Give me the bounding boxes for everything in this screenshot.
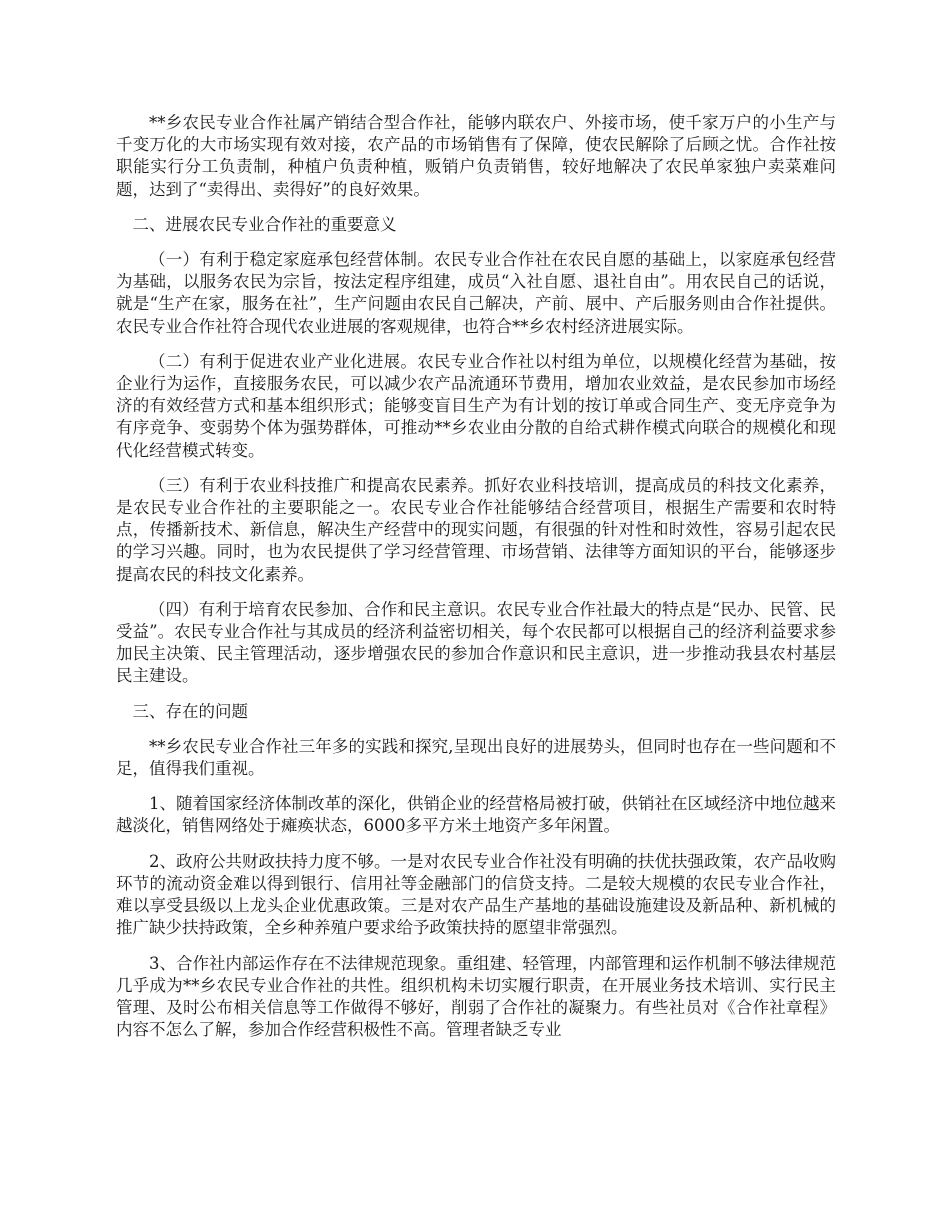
- paragraph-problem-3: 3、合作社内部运作存在不法律规范现象。重组建、轻管理，内部管理和运作机制不够法律规范几乎成为**乡农民专业合作社的共性。组织机构未切实履行职责，在开展业务技术培训、实行民主管理、及时公布相关信息等工作做得不够好，削弱了合作社的凝聚力。有些社员对《合作社章程》内容不怎么了解，参加合作经营积极性不高。管理者缺乏专业: [116, 953, 836, 1040]
- paragraph-problems-intro: **乡农民专业合作社三年多的实践和探究,呈现出良好的进展势头，但同时也存在一些问题和不足，值得我们重视。: [116, 736, 836, 779]
- paragraph-point-3: （三）有利于农业科技推广和提高农民素养。抓好农业科技培训，提高成员的科技文化素养，是农民专业合作社的主要职能之一。农民专业合作社能够结合经营项目，根据生产需要和农时特点，传播新技术、新信息，解决生产经营中的现实问题，有很强的针对性和时效性，容易引起农民的学习兴趣。同时，也为农民提供了学习经营管理、市场营销、法律等方面知识的平台，能够逐步提高农民的科技文化素养。: [116, 475, 836, 584]
- paragraph-point-4: （四）有利于培育农民参加、合作和民主意识。农民专业合作社最大的特点是“民办、民管、民受益”。农民专业合作社与其成员的经济利益密切相关，每个农民都可以根据自己的经济利益要求参加民主决策、民主管理活动，逐步增强农民的参加合作意识和民主意识，进一步推动我县农村基层民主建设。: [116, 599, 836, 686]
- paragraph-problem-1: 1、随着国家经济体制改革的深化，供销企业的经营格局被打破，供销社在区域经济中地位越来越淡化，销售网络处于瘫痪状态，6000多平方米土地资产多年闲置。: [116, 794, 836, 836]
- document-body: [116, 112, 836, 1054]
- paragraph-point-2: （二）有利于促进农业产业化进展。农民专业合作社以村组为单位，以规模化经营为基础，按企业行为运作，直接服务农民，可以减少农产品流通环节费用，增加农业效益，是农民参加市场经济的有效经营方式和基本组织形式；能够变盲目生产为有计划的按订单或合同生产、变无序竞争为有序竞争、变弱势个体为强势群体，可推动**乡农业由分散的自给式耕作模式向联合的规模化和现代化经营模式转变。: [116, 351, 836, 460]
- section-heading-significance: 二、进展农民专业合作社的重要意义: [132, 214, 397, 234]
- paragraph-intro: **乡农民专业合作社属产销结合型合作社，能够内联农户、外接市场，使千家万户的小生产与千变万化的大市场实现有效对接，农产品的市场销售有了保障，使农民解除了后顾之忧。合作社按职能实行分工负责制，种植户负责种植，贩销户负责销售，较好地解决了农民单家独户卖菜难问题，达到了“卖得出、卖得好”的良好效果。: [116, 113, 836, 199]
- paragraph-problem-2: 2、政府公共财政扶持力度不够。一是对农民专业合作社没有明确的扶优扶强政策，农产品收购环节的流动资金难以得到银行、信用社等金融部门的信贷支持。二是较大规模的农民专业合作社，难以享受县级以上龙头企业优惠政策。三是对农产品生产基地的基础设施建设及新品种、新机械的推广缺少扶持政策，全乡种养殖户要求给予政策扶持的愿望非常强烈。: [116, 851, 836, 938]
- paragraph-point-1: （一）有利于稳定家庭承包经营体制。农民专业合作社在农民自愿的基础上，以家庭承包经营为基础，以服务农民为宗旨，按法定程序组建，成员“入社自愿、退社自由”。用农民自己的话说，就是“生产在家，服务在社”，生产问题由农民自己解决，产前、展中、产后服务则由合作社提供。农民专业合作社符合现代农业进展的客观规律，也符合**乡农村经济进展实际。: [116, 250, 836, 336]
- section-heading-problems: 三、存在的问题: [132, 701, 248, 721]
